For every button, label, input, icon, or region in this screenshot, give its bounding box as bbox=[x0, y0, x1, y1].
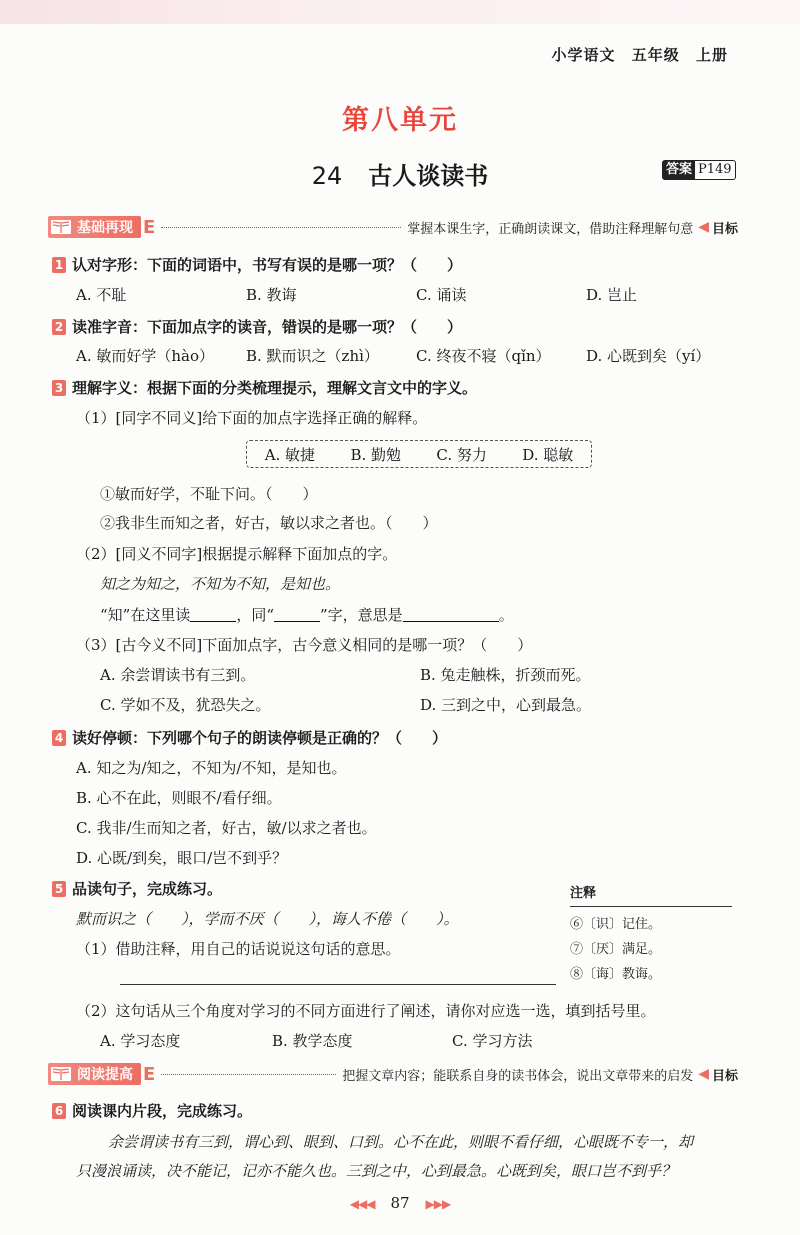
section-divider bbox=[161, 227, 401, 228]
fill-text-2: ，同“ bbox=[236, 606, 275, 624]
arrow-left-icon: ◀ bbox=[698, 219, 709, 235]
book-icon bbox=[50, 1065, 72, 1083]
question-4 bbox=[52, 727, 447, 748]
section-goal-reading: 把握文章内容；能联系自身的读书体会，说出文章带来的启发 bbox=[342, 1068, 694, 1084]
section-divider bbox=[161, 1074, 336, 1075]
annotation-notes bbox=[570, 882, 732, 982]
section-tag-reading bbox=[48, 1063, 141, 1085]
question-1 bbox=[52, 254, 462, 275]
question-1-options bbox=[76, 284, 756, 305]
question-4-text: 读好停顿：下列哪个句子的朗读停顿是正确的？（ ） bbox=[72, 729, 448, 747]
question-3-part-2: （2）[同义不同字]根据提示解释下面加点的字。 bbox=[76, 545, 398, 563]
option-c[interactable]: C. 学如不及，犹恐失之。 bbox=[100, 696, 271, 714]
right-arrows-icon: ▶▶▶ bbox=[425, 1197, 451, 1211]
note-item: ⑦〔厌〕满足。 bbox=[570, 942, 662, 957]
option-a[interactable]: A. 知之为/知之，不知为/不知，是知也。 bbox=[76, 759, 347, 777]
blank-same-as[interactable] bbox=[274, 607, 320, 622]
question-1-text: 认对字形：下面的词语中，书写有误的是哪一项？（ ） bbox=[72, 256, 463, 274]
option-b[interactable]: B. 教诲 bbox=[246, 286, 297, 304]
option-b[interactable]: B. 默而识之（zhì） bbox=[246, 347, 379, 365]
option-c[interactable]: C. 终夜不寝（qǐn） bbox=[416, 347, 551, 365]
option-d[interactable]: D. 心既/到矣，眼口/岂不到乎？ bbox=[76, 849, 288, 867]
section-target-label: 目标 bbox=[711, 221, 738, 237]
fill-text-4: 。 bbox=[498, 606, 514, 624]
fill-text-3: ”字，意思是 bbox=[320, 606, 403, 624]
unit-title: 第八单元 bbox=[342, 105, 458, 136]
question-3-part-3: （3）[古今义不同]下面加点字，古今意义相同的是哪一项？（ ） bbox=[76, 636, 533, 654]
question-number-badge: 4 bbox=[52, 730, 66, 746]
header-volume: 上册 bbox=[695, 46, 728, 64]
question-3-sentence-1: ①敏而好学，不耻下问。（ ） bbox=[100, 485, 318, 503]
page-header bbox=[541, 44, 728, 65]
note-item: ⑥〔识〕记住。 bbox=[570, 917, 662, 932]
section-e-icon: Ε bbox=[143, 1063, 156, 1085]
page-footer bbox=[0, 1194, 800, 1212]
question-5-text: 品读句子，完成练习。 bbox=[72, 880, 223, 898]
blank-pronunciation[interactable] bbox=[190, 607, 236, 622]
answer-page: P149 bbox=[698, 162, 732, 177]
choice-b: B. 勤勉 bbox=[350, 445, 401, 464]
top-decor-stripe bbox=[0, 0, 800, 24]
answer-label: 答案 bbox=[663, 161, 695, 179]
fill-text-1: “知”在这里读 bbox=[100, 606, 191, 624]
section-bar-reading bbox=[48, 1062, 738, 1086]
question-6-text: 阅读课内片段，完成练习。 bbox=[72, 1102, 253, 1120]
question-3-text: 理解字义：根据下面的分类梳理提示，理解文言文中的字义。 bbox=[72, 379, 478, 397]
option-d[interactable]: D. 岂止 bbox=[586, 286, 638, 304]
question-2-options bbox=[76, 345, 756, 366]
passage-line-1: 余尝谓读书有三到，谓心到、眼到、口到。心不在此，则眼不看仔细，心眼既不专一，却 bbox=[108, 1133, 694, 1151]
option-c[interactable]: C. 学习方法 bbox=[452, 1032, 533, 1050]
question-5-sentence: 默而识之（ ），学而不厌（ ），诲人不倦（ ）。 bbox=[76, 910, 459, 928]
question-5-part-1: （1）借助注释，用自己的话说说这句话的意思。 bbox=[76, 940, 401, 958]
question-number-badge: 2 bbox=[52, 319, 66, 335]
question-5 bbox=[52, 878, 222, 899]
definition-choices-box bbox=[246, 440, 592, 468]
question-3 bbox=[52, 377, 477, 398]
section-e-icon: Ε bbox=[143, 216, 156, 238]
question-5-part-2: （2）这句话从三个角度对学习的不同方面进行了阐述，请你对应选一选，填到括号里。 bbox=[76, 1002, 656, 1020]
page-number: 87 bbox=[390, 1194, 410, 1212]
question-number-badge: 6 bbox=[52, 1103, 66, 1119]
question-number-badge: 1 bbox=[52, 257, 66, 273]
option-b[interactable]: B. 兔走触株，折颈而死。 bbox=[420, 666, 591, 684]
question-number-badge: 3 bbox=[52, 380, 66, 396]
question-3-part-1: （1）[同字不同义]给下面的加点字选择正确的解释。 bbox=[76, 409, 428, 427]
question-2-text: 读准字音：下面加点字的读音，错误的是哪一项？（ ） bbox=[72, 318, 463, 336]
option-b[interactable]: B. 教学态度 bbox=[272, 1032, 353, 1050]
choice-c: C. 努力 bbox=[436, 445, 487, 464]
question-3-quote: 知之为知之，不知为不知，是知也。 bbox=[100, 575, 341, 593]
section-name-basic: 基础再现 bbox=[77, 220, 133, 236]
section-target-label: 目标 bbox=[711, 1068, 738, 1084]
answer-reference-badge bbox=[662, 160, 736, 180]
option-d[interactable]: D. 三到之中，心到最急。 bbox=[420, 696, 592, 714]
question-3-sentence-2: ②我非生而知之者，好古，敏以求之者也。（ ） bbox=[100, 514, 438, 532]
option-d[interactable]: D. 心既到矣（yí） bbox=[586, 347, 711, 365]
section-tag-basic bbox=[48, 216, 141, 238]
blank-meaning[interactable] bbox=[403, 607, 499, 622]
lesson-name: 古人谈读书 bbox=[368, 162, 489, 190]
option-a[interactable]: A. 余尝谓读书有三到。 bbox=[100, 666, 256, 684]
note-item: ⑧〔诲〕教诲。 bbox=[570, 967, 662, 982]
option-c[interactable]: C. 诵读 bbox=[416, 286, 467, 304]
arrow-left-icon: ◀ bbox=[698, 1066, 709, 1082]
option-b[interactable]: B. 心不在此，则眼不/看仔细。 bbox=[76, 789, 282, 807]
notes-title: 注释 bbox=[570, 882, 732, 907]
option-a[interactable]: A. 敏而好学（hào） bbox=[76, 347, 215, 365]
option-a[interactable]: A. 不耻 bbox=[76, 286, 127, 304]
question-3-fill-line bbox=[100, 604, 514, 625]
section-name-reading: 阅读提高 bbox=[77, 1067, 133, 1083]
left-arrows-icon: ◀◀◀ bbox=[349, 1197, 375, 1211]
header-subject: 小学语文 bbox=[551, 46, 616, 64]
question-number-badge: 5 bbox=[52, 881, 66, 897]
book-icon bbox=[50, 218, 72, 236]
question-2 bbox=[52, 316, 462, 337]
section-bar-basic bbox=[48, 215, 738, 239]
option-c[interactable]: C. 我非/生而知之者，好古，敏/以求之者也。 bbox=[76, 819, 377, 837]
section-goal-basic: 掌握本课生字，正确朗读课文，借助注释理解句意 bbox=[407, 221, 694, 237]
option-a[interactable]: A. 学习态度 bbox=[100, 1032, 181, 1050]
lesson-number: 24 bbox=[311, 162, 343, 190]
choice-a: A. 敏捷 bbox=[264, 445, 316, 464]
passage-line-2: 只漫浪诵读，决不能记，记亦不能久也。三到之中，心到最急。心既到矣，眼口岂不到乎？ bbox=[76, 1162, 677, 1180]
choice-d: D. 聪敏 bbox=[522, 445, 574, 464]
answer-line[interactable] bbox=[120, 984, 556, 985]
question-6 bbox=[52, 1100, 252, 1121]
header-grade: 五年级 bbox=[631, 46, 680, 64]
